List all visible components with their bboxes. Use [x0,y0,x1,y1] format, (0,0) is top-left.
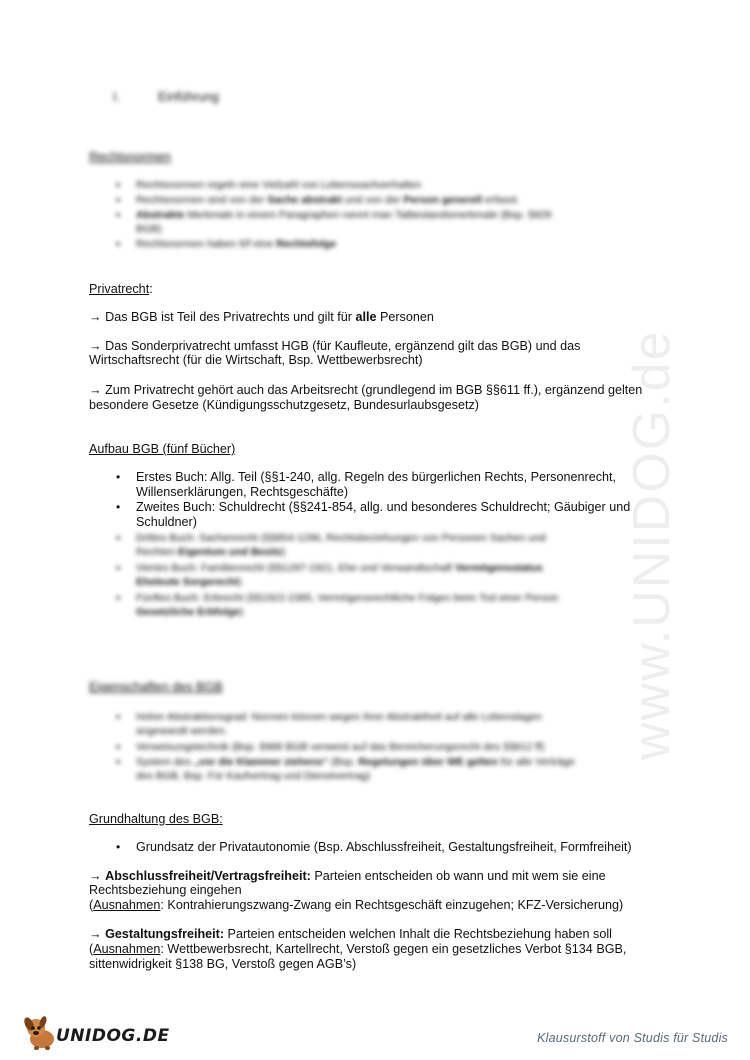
book5-line2: Gesetzliche Erbfolge) [136,606,244,618]
bullet-dot: • [116,755,121,769]
book2-line1: Zweites Buch: Schuldrecht (§§241-854, allg. und besonderes Schuldrecht; Gäubiger und [136,500,631,514]
logo-text: UNIDOG.DE [56,1026,170,1046]
grundhaltung-bullet: Grundsatz der Privatautonomie (Bsp. Abschlussfreiheit, Gestaltungsfreiheit, Formfreiheit) [136,840,632,854]
bullet-dot: • [116,561,121,575]
rechtsnormen-item: Rechtsnormen regeln eine Vielzahl von Lebenssachverhalten [136,179,422,191]
arrow-icon: → [89,383,102,397]
bullet-dot: • [116,531,121,545]
book4-line1: Viertes Buch: Familienrecht (§§1297-1921, Ehe und Verwandtschaft Vermögensstatus [136,562,543,574]
eigenschaften-heading: Eigenschaften des BGB [89,680,223,694]
book3-line1: Drittes Buch: Sachenrecht (§§854-1296, Rechtsbeziehungen von Personen Sachen und [136,532,546,544]
bullet-dot: • [116,178,121,192]
book1-line1: Erstes Buch: Allg. Teil (§§1-240, allg. Regeln des bürgerlichen Rechts, Personenrecht, [136,470,616,484]
gestaltungsfreiheit-line2: (Ausnahmen: Wettbewerbsrecht, Kartellrecht, Verstoß gegen ein gesetzliches Verbot §134 BGB, [89,942,627,956]
bullet-dot: • [116,193,121,207]
eigenschaften-item-cont: des BGB, Bsp. Für Kaufvertrag und Dienstvertrag) [136,770,371,782]
bullet-dot: • [116,500,121,514]
header-title: Einführung [158,90,219,104]
eigenschaften-item: System des „vor die Klammer ziehens“ (Bsp. Regelungen über WE gelten für alle Verträge [136,756,575,768]
rechtsnormen-heading: Rechtsnormen [89,150,171,164]
privatrecht-p3-line1: → Zum Privatrecht gehört auch das Arbeitsrecht (grundlegend im BGB §§611 ff.), ergänzend gelten [89,383,643,397]
bullet-dot: • [116,840,121,854]
bullet-dot: • [116,591,121,605]
header-roman: I. [113,90,120,104]
abschlussfreiheit-line2: Rechtsbeziehung eingehen [89,883,242,897]
privatrecht-heading: Privatrecht: [89,282,153,296]
watermark-text: www.UNIDOG.de [623,329,681,760]
arrow-icon: → [89,310,102,324]
privatrecht-p2-line2: Wirtschaftsrecht (für die Wirtschaft, Bsp. Wettbewerbsrecht) [89,353,423,367]
rechtsnormen-item: Rechtsnormen haben lt/f eine Rechtsfolge [136,238,337,250]
rechtsnormen-item-cont: BGB) [136,223,162,235]
eigenschaften-item: Hoher Abstraktionsgrad: Normen können wegen ihrer Abstraktheit auf alle Lebenslagen [136,711,542,723]
arrow-icon: → [89,869,102,883]
privatrecht-p3-line2: besondere Gesetze (Kündigungsschutzgesetz, Bundesurlaubsgesetz) [89,398,479,412]
gestaltungsfreiheit-line1: → Gestaltungsfreiheit: Parteien entscheiden welchen Inhalt die Rechtsbeziehung haben soll [89,927,612,941]
book1-line2: Willenserklärungen, Rechtsgeschäfte) [136,485,349,499]
gestaltungsfreiheit-line3: sittenwidrigkeit §138 BG, Verstoß gegen AGB’s) [89,957,357,971]
privatrecht-p1: → Das BGB ist Teil des Privatrechts und gilt für alle Personen [89,310,434,324]
abschlussfreiheit-line1: → Abschlussfreiheit/Vertragsfreiheit: Parteien entscheiden ob wann und mit wem sie eine [89,869,606,883]
book5-line1: Fünftes Buch: Erbrecht (§§1922-2385, Vermögensrechtliche Folgen beim Tod einer Person [136,592,559,604]
book3-line2: Rechten Eigentum und Besitz) [136,546,286,558]
arrow-icon: → [89,339,102,353]
book4-line2: Eheleute Sorgerecht) [136,576,242,588]
bullet-dot: • [116,208,121,222]
eigenschaften-item: Verweisungstechnik (Bsp. §988 BGB verweist auf das Bereicherungsrecht des §§812 ff) [136,741,545,753]
book2-line2: Schuldner) [136,515,197,529]
rechtsnormen-item: Rechtsnormen sind von der Sache abstrakt und von der Person generell erfasst. [136,194,520,206]
bullet-dot: • [116,710,121,724]
arrow-icon: → [89,927,102,941]
aufbau-heading: Aufbau BGB (fünf Bücher) [89,442,236,456]
bullet-dot: • [116,740,121,754]
footer-tagline: Klausurstoff von Studis für Studis [537,1031,728,1045]
abschlussfreiheit-line3: (Ausnahmen: Kontrahierungszwang-Zwang ein Rechtsgeschäft einzugehen; KFZ-Versicherung) [89,898,624,912]
bullet-dot: • [116,237,121,251]
dog-mascot-icon [22,1014,60,1057]
eigenschaften-item-cont: angewandt werden. [136,725,228,737]
bullet-dot: • [116,470,121,484]
grundhaltung-heading: Grundhaltung des BGB: [89,812,223,826]
rechtsnormen-item: Abstrakte Merkmale in einem Paragraphen nennt man Tatbestandsmerkmale (Bsp. §929 [136,209,552,221]
privatrecht-p2-line1: → Das Sonderprivatrecht umfasst HGB (für Kaufleute, ergänzend gilt das BGB) und das [89,339,581,353]
